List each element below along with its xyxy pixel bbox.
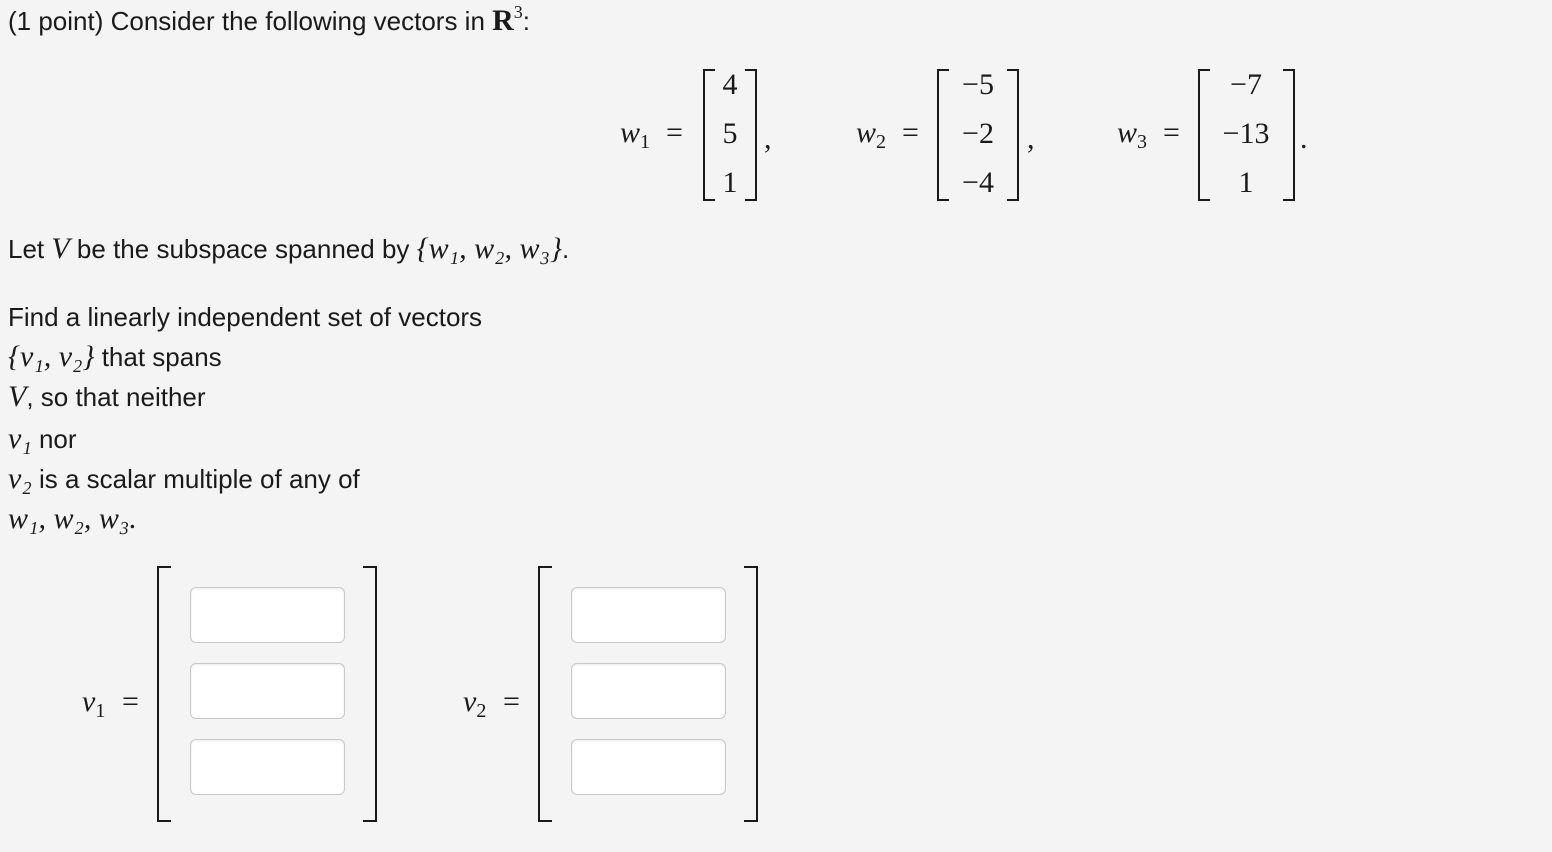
- matrix-entry: −13: [1222, 117, 1270, 150]
- matrix-entry: 4: [722, 68, 738, 101]
- equals-sign: =: [666, 116, 683, 149]
- answer-v2-label: $v_2$: [463, 685, 487, 722]
- matrix-entry: −4: [962, 166, 994, 199]
- bracket-left: [157, 566, 171, 822]
- punctuation: .: [1300, 122, 1308, 155]
- instruction-line-2: {v₁, v₂} that spans: [8, 340, 222, 373]
- space-symbol: R: [492, 4, 514, 37]
- intro-prefix: (1 point) Consider the following vectors in: [8, 6, 493, 36]
- instruction-line-4: v₁ nor: [8, 422, 77, 455]
- bracket-right: [363, 566, 377, 822]
- v1-entry-3-input[interactable]: [190, 739, 345, 795]
- v2-entry-3-input[interactable]: [571, 739, 726, 795]
- v2-entry-2-input[interactable]: [571, 663, 726, 719]
- matrix-entry: −2: [962, 117, 994, 150]
- v2-entry-1-input[interactable]: [571, 587, 726, 643]
- spanning-set: {w₁, w₂, w₃}: [416, 232, 562, 265]
- instruction-line-6: w₁, w₂, w₃.: [8, 502, 137, 535]
- matrix-entry: −5: [962, 68, 994, 101]
- matrix-entry: 5: [722, 117, 738, 150]
- punctuation: ,: [1027, 122, 1035, 155]
- matrix-entry: 1: [722, 166, 738, 199]
- intro-suffix: :: [522, 6, 531, 36]
- vector-w3-label: $w_3$: [1117, 116, 1148, 153]
- matrix-entry: −7: [1230, 68, 1262, 101]
- problem-intro: [8, 4, 530, 38]
- bracket-left: [538, 566, 552, 822]
- subspace-var: V: [51, 232, 70, 265]
- bracket-left: [1198, 69, 1210, 201]
- v1-entry-2-input[interactable]: [190, 663, 345, 719]
- space-exponent: 3: [513, 2, 523, 22]
- vector-w2-label: $w_2$: [856, 116, 887, 153]
- answer-v1-label: $v_1$: [82, 685, 106, 722]
- equals-sign: =: [503, 685, 520, 718]
- equals-sign: =: [122, 685, 139, 718]
- bracket-right: [744, 566, 758, 822]
- bracket-right: [745, 69, 757, 201]
- bracket-right: [1007, 69, 1019, 201]
- subspace-statement: Let V be the subspace spanned by {w₁, w₂, w₃}.: [8, 232, 570, 265]
- punctuation: ,: [764, 122, 772, 155]
- instruction-line-3: V, so that neither: [8, 380, 206, 413]
- vector-w1-label: $w_1$: [620, 116, 651, 153]
- equals-sign: =: [1163, 116, 1180, 149]
- bracket-left: [937, 69, 949, 201]
- instruction-line-5: v₂ is a scalar multiple of any of: [8, 462, 360, 495]
- bracket-right: [1283, 69, 1295, 201]
- v1-entry-1-input[interactable]: [190, 587, 345, 643]
- equals-sign: =: [902, 116, 919, 149]
- instruction-line-1: Find a linearly independent set of vectors: [8, 302, 483, 332]
- matrix-entry: 1: [1238, 166, 1254, 199]
